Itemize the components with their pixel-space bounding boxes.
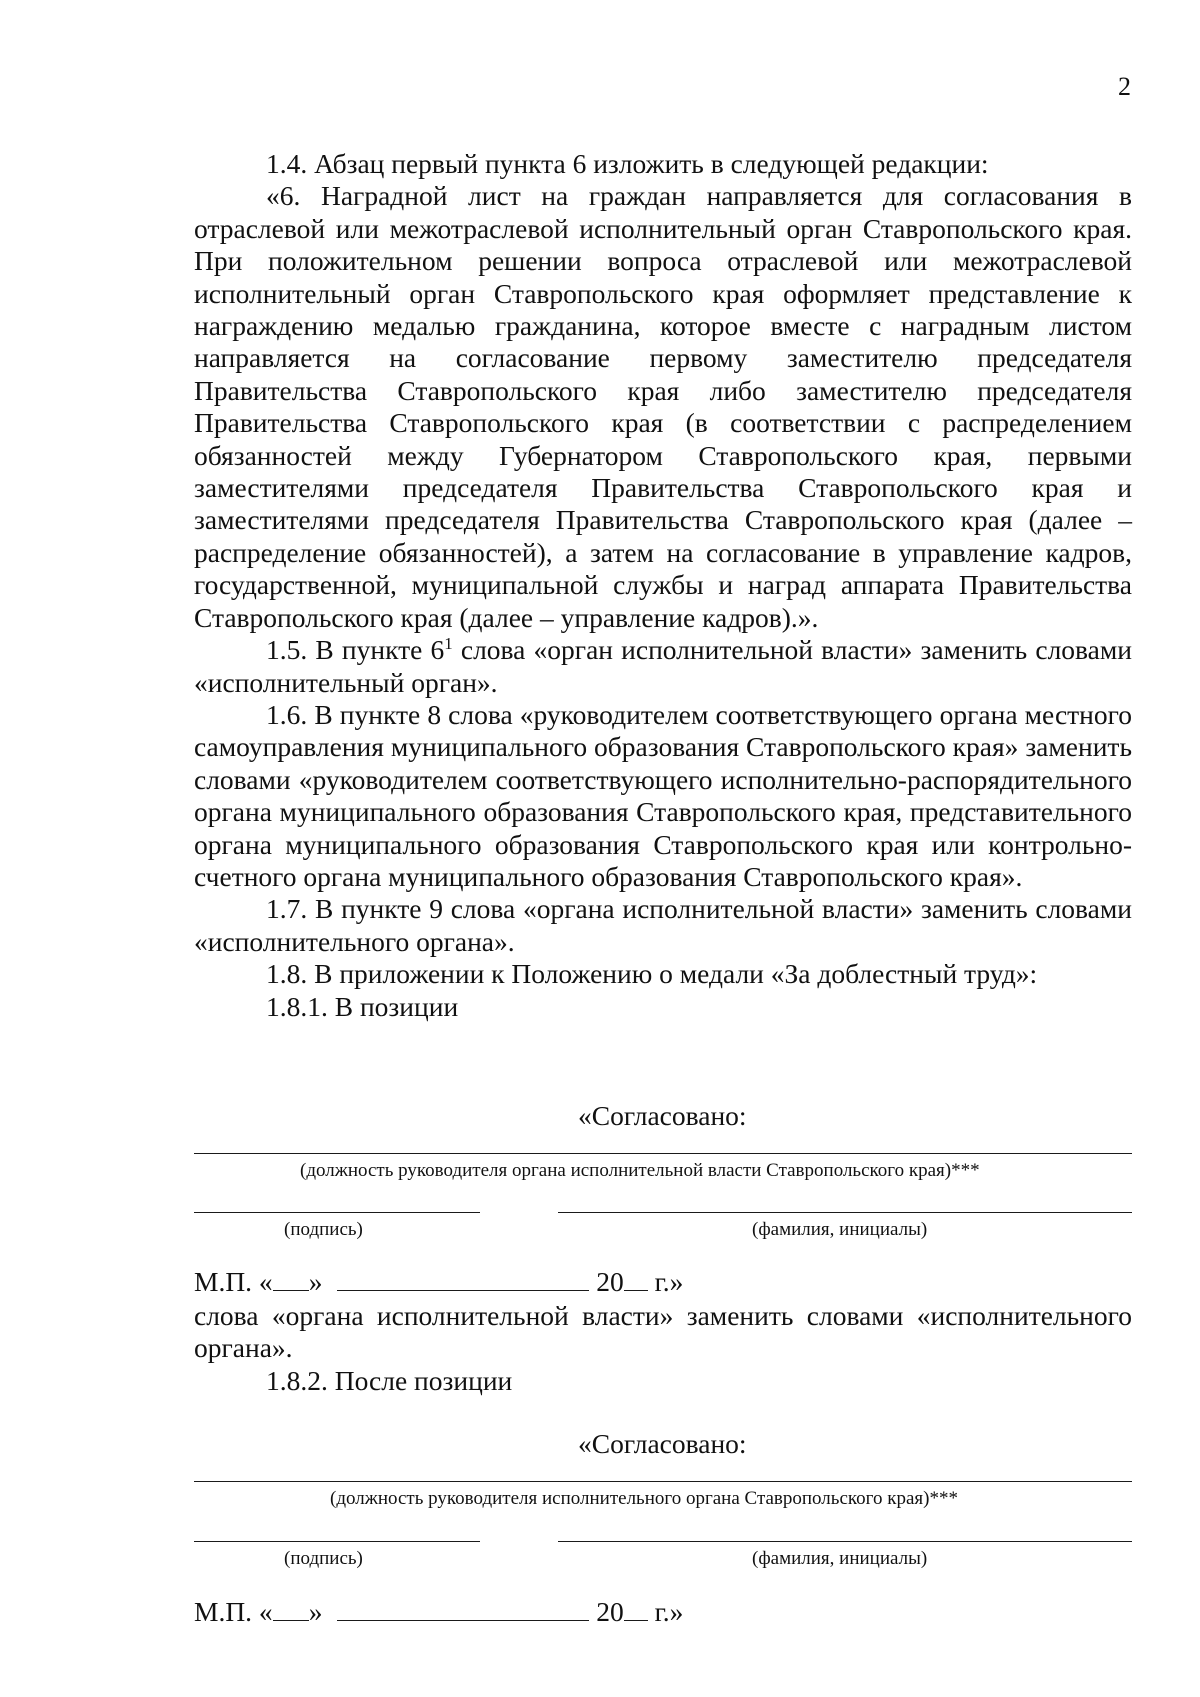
replacement-text [194, 1300, 1132, 1397]
paragraph-1-6: 1.6. В пункте 8 слова «руководителем соответствующего органа местного самоуправления муниципального образования Ставропольского края» заменить словами «руководителем соответствующего исполнительно-распорядительного органа муниципального образования Ставропольского края, представительного органа муниципального образования Ставропольского края или контрольно-счетного органа муниципального образования Ставропольского края». [194, 698, 1132, 892]
position-caption: (должность руководителя органа исполнительной власти Ставропольского края)*** [300, 1160, 980, 1181]
month-blank [337, 1266, 589, 1291]
paragraph-quote-6: «6. Наградной лист на граждан направляется для согласования в отраслевой или межотраслевой исполнительный орган Ставропольского края. При положительном решении вопроса отраслевой или межотраслевой исполнительный орган Ставропольского края оформляет представление к награждению медалью гражданина, которое вместе с наградным листом направляется на согласование первому заместителю председателя Правительства Ставропольского края либо заместителю председателя Правительства Ставропольского края (в соответствии с распределением обязанностей между Губернатором Ставропольского края, первыми заместителями председателя Правительства Ставропольского края и заместителями председателя Правительства Ставропольского края (далее – распределение обязанностей), а затем на согласование в управление кадров, государственной, муниципальной службы и наград аппарата Правительства Ставропольского края (далее – управление кадров).». [194, 180, 1132, 633]
paragraph-1-5-start: 1.5. В пункте 6 [266, 634, 445, 666]
seal-date-line [194, 1266, 683, 1298]
position-line-2 [194, 1481, 1132, 1482]
quote-close: » [308, 1266, 323, 1297]
month-blank-2 [337, 1596, 589, 1621]
seal-label: М.П. « [194, 1266, 273, 1297]
year-prefix-2: 20 [596, 1596, 624, 1627]
name-line-2 [558, 1541, 1132, 1542]
paragraph-1-5-end: слова «орган исполнительной власти» заменить словами «исполнительный орган». [194, 634, 1132, 698]
year-suffix-2: г.» [654, 1596, 684, 1627]
seal-date-line-2 [194, 1596, 683, 1628]
signature-caption-2: (подпись) [284, 1548, 363, 1569]
position-line [194, 1153, 1132, 1154]
year-blank [624, 1266, 648, 1291]
superscript: 1 [444, 633, 453, 653]
year-prefix: 20 [596, 1266, 624, 1297]
day-blank-2 [273, 1596, 309, 1621]
signature-caption: (подпись) [284, 1219, 363, 1240]
agreed-heading: «Согласовано: [578, 1100, 747, 1131]
paragraph-1-8-2: 1.8.2. После позиции [266, 1364, 513, 1396]
paragraph-1-8-1: 1.8.1. В позиции [266, 990, 459, 1022]
paragraph-1-8: 1.8. В приложении к Положению о медали «За доблестный труд»: [266, 958, 1038, 990]
paragraph-1-5 [194, 634, 1132, 699]
paragraph-1-7: 1.7. В пункте 9 слова «органа исполнительной власти» заменить словами «исполнительного органа». [194, 893, 1132, 957]
paragraph-replace: слова «органа исполнительной власти» заменить словами «исполнительного органа». [194, 1300, 1132, 1364]
quote-close-2: » [308, 1596, 323, 1627]
name-line [558, 1212, 1132, 1213]
document-body [194, 148, 1132, 1023]
day-blank [273, 1266, 309, 1291]
name-caption-2: (фамилия, инициалы) [752, 1548, 928, 1569]
page-number: 2 [1118, 72, 1131, 101]
seal-label-2: М.П. « [194, 1596, 273, 1627]
paragraph-1-4: 1.4. Абзац первый пункта 6 изложить в следующей редакции: [266, 148, 989, 179]
name-caption: (фамилия, инициалы) [752, 1219, 928, 1240]
year-suffix: г.» [654, 1266, 684, 1297]
signature-line-2 [194, 1541, 480, 1542]
signature-line [194, 1212, 480, 1213]
agreed-heading-2: «Согласовано: [578, 1428, 747, 1459]
position-caption-2: (должность руководителя исполнительного органа Ставропольского края)*** [330, 1488, 958, 1509]
year-blank-2 [624, 1596, 648, 1621]
